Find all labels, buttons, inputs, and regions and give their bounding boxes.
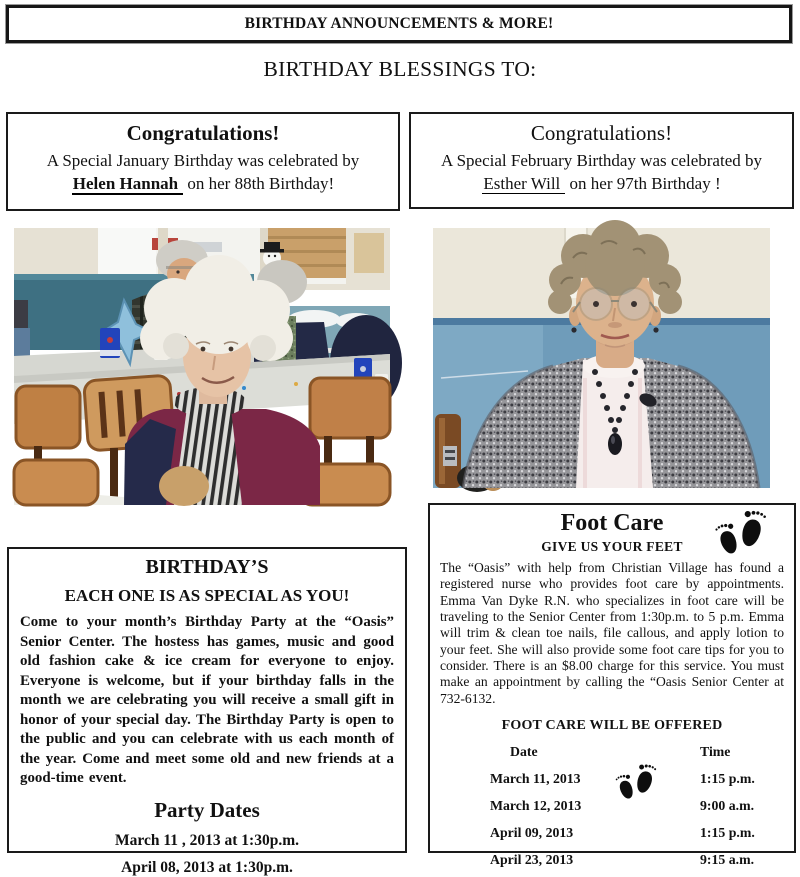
date-column-header: Date [510, 743, 538, 759]
footcare-schedule-table [440, 738, 784, 873]
footprints-icon [613, 763, 661, 803]
schedule-row [440, 792, 784, 819]
congrats-january-heading: Congratulations! [126, 121, 280, 145]
footcare-box [428, 503, 796, 867]
party-date-april: April 08, 2013 at 1:30p.m. [121, 858, 293, 876]
footcare-body-text: The “Oasis” with help from Christian Village has found a registered nurse who provides foot care by appointments. Emma Van Dyke R.N. who specializes in foot care will be traveling to the Senior Center from 1:30p.m. to 5 p.m. Emma will trim & clean toe nails, file callous, and apply lotion to your feet. She will also provide some foot care tips for you to consider. There is an $8.00 charge for this service. You must make an appointment by calling the “Oasis Senior Center at 732-6132. [440, 560, 784, 706]
schedule-header-row [440, 738, 784, 765]
birthdays-title: BIRTHDAY’S [145, 556, 269, 578]
congrats-february-line1: A Special February Birthday was celebrated by [440, 151, 762, 170]
footcare-offered-heading: FOOT CARE WILL BE OFFERED [501, 717, 723, 733]
photo-esther-will-portrait [433, 228, 770, 488]
photo-birthday-party [14, 228, 390, 505]
congrats-january-line1: A Special January Birthday was celebrated by [46, 151, 360, 170]
schedule-time: 1:15 p.m. [700, 770, 755, 786]
schedule-date: April 23, 2013 [490, 851, 574, 867]
schedule-date: March 11, 2013 [490, 770, 581, 786]
birthdays-body-text: Come to your month’s Birthday Party at the “Oasis” Senior Center. The hostess has games, music and good old fashion cake & ice cream for everyone to enjoy. Everyone is welcome, but if your birthday falls in the month we are celebrating you will receive a small gift in honor of your special day. The Birthday Party is open to the public and you can celebrate with us each month of the year. Come and meet some old and new friends at a good-time event. [20, 614, 394, 787]
schedule-date: March 12, 2013 [490, 797, 582, 813]
schedule-row [440, 765, 784, 792]
footprints-icon [712, 510, 772, 558]
schedule-time: 9:00 a.m. [700, 797, 755, 813]
schedule-row [440, 819, 784, 846]
blessings-heading: BIRTHDAY BLESSINGS TO: [263, 57, 537, 81]
birthdays-subtitle: EACH ONE IS AS SPECIAL AS YOU! [64, 586, 350, 605]
schedule-time: 1:15 p.m. [700, 824, 755, 840]
banner-title: BIRTHDAY ANNOUNCEMENTS & MORE! [244, 15, 554, 32]
congrats-january-line2: on her 88th Birthday! [183, 174, 335, 194]
birthdays-box [7, 547, 407, 876]
congrats-february-line2: on her 97th Birthday ! [565, 174, 721, 194]
honoree-name-january: Helen Hannah [72, 175, 183, 195]
congrats-february-heading: Congratulations! [530, 121, 673, 145]
footcare-title: Foot Care [560, 510, 664, 536]
party-dates-heading: Party Dates [154, 797, 260, 822]
congrats-january-text [8, 149, 398, 196]
footcare-subtitle: GIVE US YOUR FEET [541, 539, 683, 554]
footcare-title-bar [440, 510, 784, 537]
schedule-date: April 09, 2013 [490, 824, 574, 840]
schedule-time: 9:15 a.m. [700, 851, 755, 867]
congrats-box-january [6, 112, 400, 211]
time-column-header: Time [700, 743, 731, 759]
schedule-row [440, 846, 784, 873]
banner [6, 5, 792, 43]
party-date-march: March 11 , 2013 at 1:30p.m. [115, 831, 299, 849]
congrats-february-text [411, 149, 792, 196]
honoree-name-february: Esther Will [482, 175, 565, 194]
congrats-box-february [409, 112, 794, 209]
